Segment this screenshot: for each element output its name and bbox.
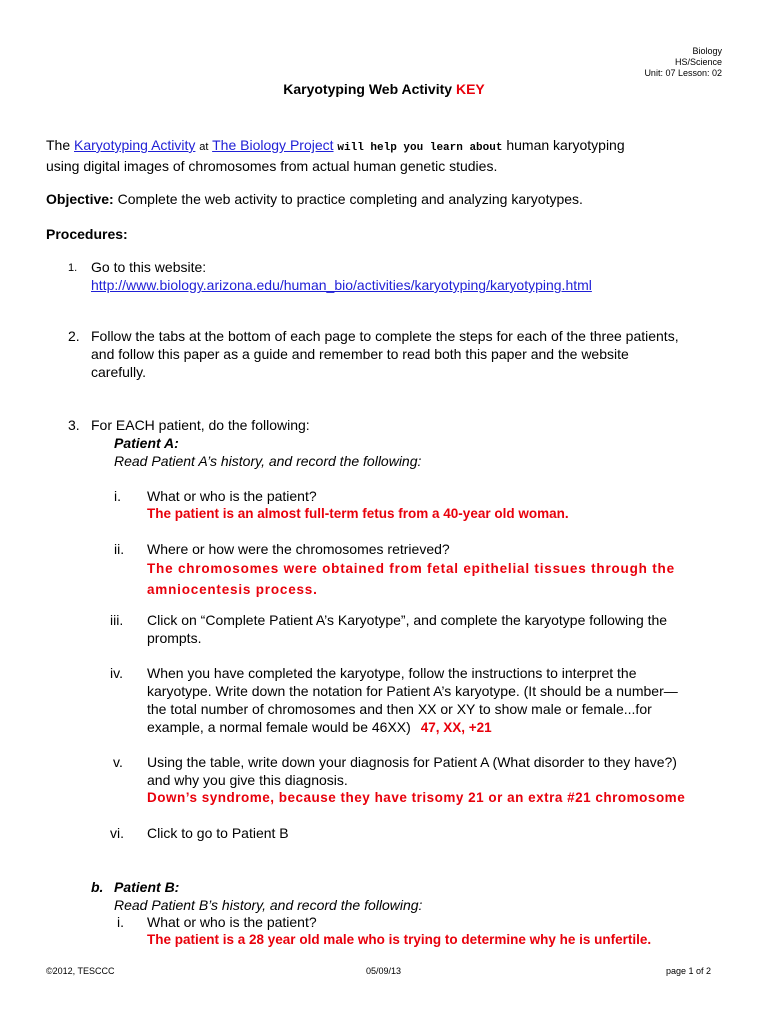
patient-b-heading: Patient B: — [114, 879, 180, 895]
item-a-i-number: i. — [114, 488, 121, 504]
item-a-iii-line-2: prompts. — [147, 630, 202, 646]
item-a-v-number: v. — [113, 754, 123, 770]
item-a-iv-line-1: When you have completed the karyotype, follow the instructions to interpret the — [147, 665, 637, 681]
footer-copyright: ©2012, TESCCC — [46, 966, 115, 976]
footer-page-number: page 1 of 2 — [665, 966, 711, 976]
item-a-iii-line-1: Click on “Complete Patient A’s Karyotype”, and complete the karyotype following the — [147, 612, 668, 628]
patient-a-block — [114, 434, 421, 470]
objective-text: Complete the web activity to practice completing and analyzing karyotypes. — [117, 191, 583, 207]
step-3 — [91, 416, 310, 434]
intro-mono-text: will help you learn about — [337, 142, 503, 154]
biology-project-link[interactable]: The Biology Project — [212, 137, 334, 153]
patient-b-instructions: Read Patient B’s history, and record the following: — [114, 897, 423, 913]
footer-date: 05/09/13 — [366, 966, 402, 976]
intro-rest: human karyotyping — [506, 137, 625, 153]
step-2-line-1: Follow the tabs at the bottom of each page to complete the steps for each of the three patients, — [91, 328, 679, 344]
item-a-i-answer: The patient is an almost full-term fetus from a 40-year old woman. — [147, 506, 569, 521]
patient-b-block — [114, 878, 422, 914]
patient-b-i-number: i. — [117, 914, 124, 930]
header-subject: Biology — [692, 46, 722, 56]
document-header — [644, 46, 722, 79]
item-a-iv-line-3: the total number of chromosomes and then XX or XY to show male or female...for — [147, 701, 652, 717]
intro-the: The — [46, 137, 71, 153]
step-2 — [91, 327, 679, 381]
procedures-heading: Procedures: — [46, 226, 128, 242]
item-a-iv-line-4: example, a normal female would be 46XX) — [147, 719, 411, 735]
karyotyping-url-link[interactable]: http://www.biology.arizona.edu/human_bio/activities/karyotyping/karyotyping.html — [91, 277, 592, 293]
step-3-text: For EACH patient, do the following: — [91, 417, 310, 433]
step-2-line-2: and follow this paper as a guide and remember to read both this paper and the website — [91, 346, 629, 362]
item-a-i — [147, 487, 569, 523]
item-a-iv — [147, 664, 678, 737]
step-1 — [91, 258, 592, 294]
item-a-iii — [147, 611, 667, 647]
objective-label: Objective: — [46, 191, 114, 207]
item-a-ii-answer-line-2: amniocentesis process. — [147, 582, 318, 597]
patient-a-heading: Patient A: — [114, 435, 179, 451]
item-a-vi-text: Click to go to Patient B — [147, 825, 289, 841]
patient-b-i-question: What or who is the patient? — [147, 914, 317, 930]
item-a-ii — [147, 540, 675, 600]
item-a-vi-number: vi. — [110, 825, 124, 841]
item-a-iii-number: iii. — [110, 612, 124, 628]
item-a-iv-answer: 47, XX, +21 — [420, 720, 492, 735]
header-unit: Unit: 07 Lesson: 02 — [644, 68, 722, 78]
header-department: HS/Science — [674, 57, 722, 67]
patient-b-i-answer: The patient is a 28 year old male who is trying to determine why he is unfertile. — [147, 932, 652, 947]
item-a-v — [147, 753, 685, 807]
item-a-ii-question: Where or how were the chromosomes retrieved? — [147, 541, 450, 557]
item-a-v-answer: Down’s syndrome, because they have trisomy 21 or an extra #21 chromosome — [147, 790, 686, 805]
objective — [46, 190, 583, 208]
title-key: KEY — [455, 81, 485, 97]
step-2-line-3: carefully. — [91, 364, 146, 380]
step-1-number: 1. — [68, 262, 78, 274]
item-a-ii-answer-line-1: The chromosomes were obtained from fetal epithelial tissues through the — [147, 561, 675, 576]
patient-b-i — [147, 913, 651, 949]
page-title — [0, 81, 768, 97]
item-a-v-line-1: Using the table, write down your diagnosis for Patient A (What disorder to they have?) — [147, 754, 677, 770]
intro-line-2: using digital images of chromosomes from actual human genetic studies. — [46, 158, 498, 174]
title-text: Karyotyping Web Activity — [283, 81, 453, 97]
intro-at: at — [199, 141, 209, 153]
item-a-v-line-2: and why you give this diagnosis. — [147, 772, 348, 788]
intro-paragraph — [46, 136, 736, 175]
patient-a-instructions: Read Patient A’s history, and record the following: — [114, 453, 422, 469]
step-1-text: Go to this website: — [91, 259, 207, 275]
item-a-iv-line-2: karyotype. Write down the notation for Patient A’s karyotype. (It should be a number— — [147, 683, 678, 699]
item-a-iv-number: iv. — [110, 665, 123, 681]
item-a-i-question: What or who is the patient? — [147, 488, 317, 504]
karyotyping-activity-link[interactable]: Karyotyping Activity — [74, 137, 196, 153]
step-3-number: 3. — [68, 417, 80, 433]
patient-b-label: b. — [91, 879, 104, 895]
step-2-number: 2. — [68, 328, 80, 344]
item-a-ii-number: ii. — [114, 541, 125, 557]
